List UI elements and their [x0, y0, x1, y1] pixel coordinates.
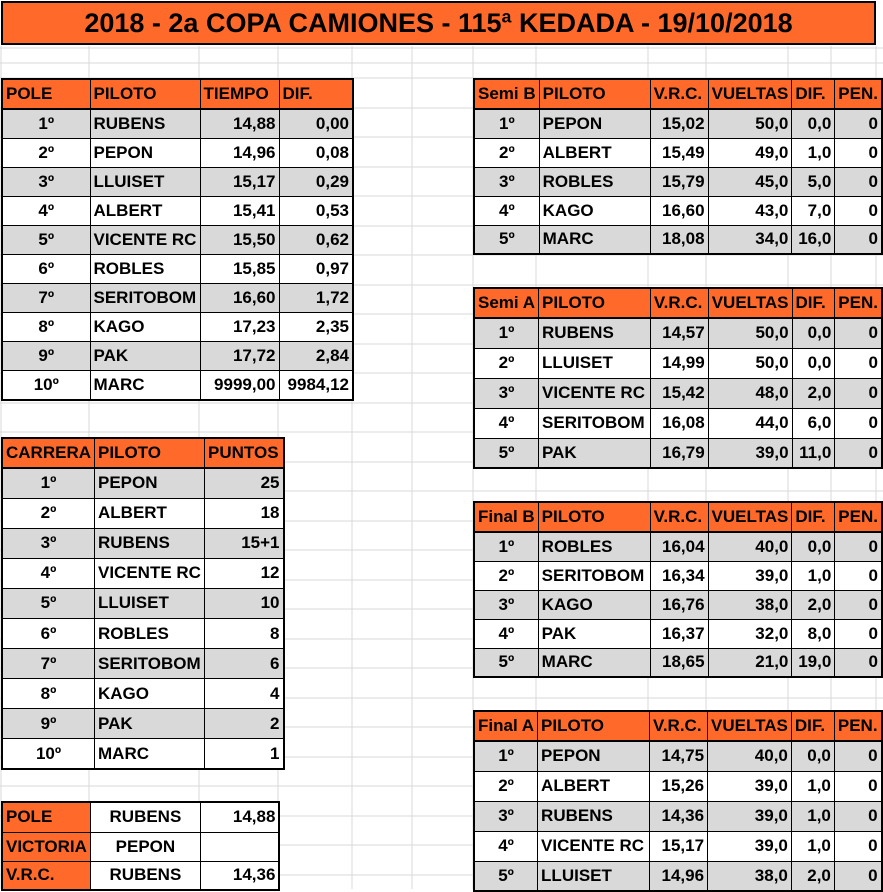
table-row: [2, 371, 353, 400]
table-row: [2, 313, 353, 342]
table-cell: 8º: [2, 313, 90, 342]
table-cell: 0,0: [792, 109, 835, 138]
table-cell: RUBENS: [90, 109, 200, 138]
table-cell: 6: [205, 649, 284, 679]
table-cell: 2º: [474, 348, 539, 378]
table-cell: 1º: [474, 532, 538, 561]
table-row: [474, 741, 882, 771]
table-row: [2, 649, 284, 679]
table-row: [474, 408, 882, 438]
table-row: [2, 709, 284, 739]
table-row: [2, 558, 284, 588]
table-cell: 39,0: [708, 438, 792, 468]
table-cell: 0,00: [279, 109, 353, 138]
table-cell: 0,0: [792, 318, 835, 348]
semi-b-table: [473, 78, 883, 255]
table-cell: 1,0: [792, 138, 835, 167]
table-cell: 0,29: [279, 167, 353, 196]
table-cell: LLUISET: [95, 588, 205, 618]
table-cell: 2º: [2, 138, 90, 167]
table-cell: 50,0: [708, 109, 792, 138]
table-cell: 4º: [474, 831, 538, 861]
table-cell: 32,0: [708, 619, 792, 648]
table-cell: 18,08: [650, 225, 708, 254]
table-row: [474, 138, 882, 167]
table-cell: PAK: [90, 342, 200, 371]
table-cell: 44,0: [708, 408, 792, 438]
table-cell: PEPON: [95, 468, 205, 498]
table-cell: 4: [205, 679, 284, 709]
table-cell: 5º: [474, 861, 538, 891]
column-header: PEN.: [834, 711, 881, 741]
table-cell: 2º: [474, 561, 538, 590]
table-cell: SERITOBOM: [90, 284, 200, 313]
table-cell: 2,0: [791, 861, 834, 891]
table-cell: PAK: [538, 619, 650, 648]
table-cell: 0: [835, 532, 882, 561]
column-header: VUELTAS: [708, 79, 792, 109]
column-header: DIF.: [792, 288, 835, 318]
table-cell: 0,08: [279, 138, 353, 167]
column-header: POLE: [2, 79, 90, 109]
table-cell: 16,08: [650, 408, 708, 438]
table-cell: 9999,00: [200, 371, 279, 400]
table-cell: 0: [835, 408, 882, 438]
table-row: [474, 771, 882, 801]
table-cell: 1º: [2, 109, 90, 138]
table-cell: 15,41: [200, 196, 279, 225]
column-header: VUELTAS: [708, 288, 792, 318]
table-cell: ALBERT: [538, 771, 650, 801]
table-cell: 15,50: [200, 225, 279, 254]
table-cell: 4º: [474, 196, 539, 225]
table-cell: 9º: [2, 709, 95, 739]
table-cell: 40,0: [708, 532, 792, 561]
column-header: DIF.: [792, 502, 835, 532]
table-cell: 0: [835, 109, 882, 138]
summary-label-victoria: VICTORIA: [2, 832, 90, 861]
semi-a-table: [473, 287, 883, 469]
table-cell: 48,0: [708, 378, 792, 408]
table-row: [474, 831, 882, 861]
table-cell: 8º: [2, 679, 95, 709]
pole-table: [1, 78, 354, 401]
column-header: PUNTOS: [205, 438, 284, 468]
column-header: VUELTAS: [708, 502, 792, 532]
table-cell: PEPON: [539, 109, 650, 138]
table-cell: 18: [205, 498, 284, 528]
table-cell: LLUISET: [538, 861, 650, 891]
column-header: V.R.C.: [650, 502, 708, 532]
table-cell: 5,0: [792, 167, 835, 196]
column-header: Semi B: [474, 79, 539, 109]
summary-label-vrc: V.R.C.: [2, 861, 90, 890]
table-cell: 1: [205, 739, 284, 769]
table-cell: 4º: [474, 408, 539, 438]
table-row: [2, 498, 284, 528]
table-cell: 15,79: [650, 167, 708, 196]
column-header: PILOTO: [539, 288, 651, 318]
table-cell: 4º: [2, 196, 90, 225]
table-row: [2, 468, 284, 498]
table-cell: 0: [834, 861, 881, 891]
table-row: [474, 590, 882, 619]
table-cell: 14,75: [650, 741, 708, 771]
table-row: [474, 861, 882, 891]
table-cell: 15,17: [650, 831, 708, 861]
column-header: DIF.: [792, 79, 835, 109]
column-header: PILOTO: [95, 438, 205, 468]
table-row: [2, 679, 284, 709]
table-cell: SERITOBOM: [539, 408, 651, 438]
table-cell: RUBENS: [95, 528, 205, 558]
table-header-row: [2, 438, 284, 468]
table-cell: 49,0: [708, 138, 792, 167]
table-cell: LLUISET: [539, 348, 651, 378]
table-cell: ROBLES: [90, 254, 200, 283]
table-row: [2, 618, 284, 648]
table-cell: 15,17: [200, 167, 279, 196]
table-cell: 3º: [474, 801, 538, 831]
column-header: PILOTO: [538, 711, 650, 741]
table-cell: 14,57: [650, 318, 708, 348]
table-cell: 0: [834, 801, 881, 831]
column-header: DIF.: [791, 711, 834, 741]
table-cell: 8: [205, 618, 284, 648]
table-cell: 0: [835, 648, 882, 677]
table-cell: 5º: [474, 438, 539, 468]
table-cell: VICENTE RC: [539, 378, 651, 408]
column-header: V.R.C.: [650, 711, 708, 741]
column-header: PEN.: [835, 79, 882, 109]
table-row: [2, 342, 353, 371]
table-cell: MARC: [90, 371, 200, 400]
column-header: PILOTO: [539, 79, 650, 109]
table-cell: 7º: [2, 284, 90, 313]
summary-pilot-vrc: RUBENS: [90, 861, 200, 890]
table-cell: 39,0: [708, 831, 792, 861]
table-row: [474, 561, 882, 590]
table-cell: 0: [834, 831, 881, 861]
table-cell: 7º: [2, 649, 95, 679]
table-row: [474, 348, 882, 378]
table-cell: PAK: [539, 438, 651, 468]
table-cell: 0: [835, 561, 882, 590]
table-cell: SERITOBOM: [538, 561, 650, 590]
table-cell: 5º: [474, 225, 539, 254]
table-cell: RUBENS: [539, 318, 651, 348]
table-cell: 3º: [474, 167, 539, 196]
column-header: CARRERA: [2, 438, 95, 468]
table-cell: 1º: [2, 468, 95, 498]
table-cell: 2,0: [792, 378, 835, 408]
table-cell: 15,85: [200, 254, 279, 283]
column-header: V.R.C.: [650, 288, 708, 318]
table-cell: 1,72: [279, 284, 353, 313]
table-cell: 1,0: [791, 801, 834, 831]
table-cell: VICENTE RC: [95, 558, 205, 588]
column-header: Semi A: [474, 288, 539, 318]
table-cell: 14,99: [650, 348, 708, 378]
table-cell: 16,04: [650, 532, 708, 561]
table-cell: 4º: [474, 619, 538, 648]
table-header-row: [2, 79, 353, 109]
table-cell: 19,0: [792, 648, 835, 677]
table-cell: 17,72: [200, 342, 279, 371]
table-cell: 14,36: [650, 801, 708, 831]
column-header: PEN.: [835, 288, 882, 318]
summary-table: [1, 801, 280, 891]
table-row: [2, 167, 353, 196]
table-cell: 5º: [2, 225, 90, 254]
table-cell: 16,60: [650, 196, 708, 225]
table-cell: 50,0: [708, 348, 792, 378]
table-cell: 39,0: [708, 771, 792, 801]
table-cell: 15,49: [650, 138, 708, 167]
table-cell: 3º: [2, 528, 95, 558]
table-cell: VICENTE RC: [538, 831, 650, 861]
table-cell: 16,60: [200, 284, 279, 313]
table-cell: 14,88: [200, 109, 279, 138]
table-cell: 3º: [2, 167, 90, 196]
page-title: 2018 - 2a COPA CAMIONES - 115ª KEDADA - 19/10/2018: [1, 1, 876, 45]
summary-value-pole: 14,88: [200, 802, 279, 832]
table-cell: ALBERT: [95, 498, 205, 528]
table-cell: 0: [835, 318, 882, 348]
summary-label-pole: POLE: [2, 802, 90, 832]
table-cell: PEPON: [538, 741, 650, 771]
table-row: [2, 196, 353, 225]
table-cell: 0: [835, 348, 882, 378]
carrera-table: [1, 437, 285, 770]
column-header: PILOTO: [90, 79, 200, 109]
table-cell: SERITOBOM: [95, 649, 205, 679]
table-cell: 1º: [474, 741, 538, 771]
table-cell: ROBLES: [95, 618, 205, 648]
table-row: [474, 109, 882, 138]
table-header-row: [474, 711, 882, 741]
summary-value-victoria: [200, 832, 279, 861]
table-cell: 0,0: [792, 532, 835, 561]
table-cell: 9984,12: [279, 371, 353, 400]
table-cell: 4º: [2, 558, 95, 588]
table-cell: 0: [835, 590, 882, 619]
table-cell: 5º: [2, 588, 95, 618]
table-cell: 9º: [2, 342, 90, 371]
table-cell: 0: [835, 196, 882, 225]
table-cell: 0,0: [791, 741, 834, 771]
table-row: [474, 438, 882, 468]
table-cell: 15,02: [650, 109, 708, 138]
table-cell: PEPON: [90, 138, 200, 167]
table-cell: 17,23: [200, 313, 279, 342]
table-cell: 1,0: [791, 831, 834, 861]
table-cell: 16,79: [650, 438, 708, 468]
table-cell: 43,0: [708, 196, 792, 225]
table-cell: ROBLES: [538, 532, 650, 561]
table-cell: 1º: [474, 318, 539, 348]
table-row: [2, 284, 353, 313]
summary-pilot-pole: RUBENS: [90, 802, 200, 832]
table-row: [2, 739, 284, 769]
table-cell: 16,37: [650, 619, 708, 648]
table-cell: 14,96: [650, 861, 708, 891]
table-cell: 40,0: [708, 741, 792, 771]
column-header: Final A: [474, 711, 538, 741]
table-cell: MARC: [539, 225, 650, 254]
table-cell: 15+1: [205, 528, 284, 558]
table-cell: 18,65: [650, 648, 708, 677]
table-cell: 8,0: [792, 619, 835, 648]
table-cell: 3º: [474, 378, 539, 408]
table-cell: MARC: [95, 739, 205, 769]
table-row: [2, 254, 353, 283]
table-header-row: [474, 288, 882, 318]
table-cell: 10º: [2, 739, 95, 769]
final-a-table: [473, 710, 883, 892]
table-cell: 0,97: [279, 254, 353, 283]
table-cell: KAGO: [90, 313, 200, 342]
table-cell: 34,0: [708, 225, 792, 254]
table-cell: 2,35: [279, 313, 353, 342]
table-cell: VICENTE RC: [90, 225, 200, 254]
table-row: [474, 318, 882, 348]
table-cell: ALBERT: [539, 138, 650, 167]
table-cell: KAGO: [538, 590, 650, 619]
table-cell: 6º: [2, 254, 90, 283]
table-cell: PAK: [95, 709, 205, 739]
table-cell: 0: [834, 771, 881, 801]
table-cell: 10: [205, 588, 284, 618]
table-cell: 10º: [2, 371, 90, 400]
table-cell: 1,0: [791, 771, 834, 801]
table-row: [2, 588, 284, 618]
table-row: [2, 109, 353, 138]
table-cell: 5º: [474, 648, 538, 677]
summary-value-vrc: 14,36: [200, 861, 279, 890]
table-cell: 1,0: [792, 561, 835, 590]
column-header: Final B: [474, 502, 538, 532]
column-header: DIF.: [279, 79, 353, 109]
table-cell: 16,76: [650, 590, 708, 619]
table-cell: 2,84: [279, 342, 353, 371]
table-cell: 0: [835, 619, 882, 648]
table-cell: 14,96: [200, 138, 279, 167]
table-cell: 2,0: [792, 590, 835, 619]
table-cell: 25: [205, 468, 284, 498]
table-cell: 2º: [2, 498, 95, 528]
table-cell: 0: [835, 138, 882, 167]
table-cell: 6,0: [792, 408, 835, 438]
table-cell: 38,0: [708, 590, 792, 619]
table-cell: 39,0: [708, 561, 792, 590]
table-cell: 2º: [474, 138, 539, 167]
table-row: [474, 801, 882, 831]
table-cell: KAGO: [539, 196, 650, 225]
table-row: [474, 378, 882, 408]
table-header-row: [474, 79, 882, 109]
table-cell: 0: [835, 438, 882, 468]
table-cell: 0: [834, 741, 881, 771]
table-cell: RUBENS: [538, 801, 650, 831]
table-cell: 6º: [2, 618, 95, 648]
table-cell: 3º: [474, 590, 538, 619]
column-header: V.R.C.: [650, 79, 708, 109]
column-header: PEN.: [835, 502, 882, 532]
table-cell: 0: [835, 167, 882, 196]
table-row: [474, 225, 882, 254]
table-cell: 0,62: [279, 225, 353, 254]
table-cell: 39,0: [708, 801, 792, 831]
table-row: [2, 138, 353, 167]
table-cell: 16,34: [650, 561, 708, 590]
table-cell: 0,53: [279, 196, 353, 225]
table-cell: 16,0: [792, 225, 835, 254]
table-row: [474, 619, 882, 648]
table-cell: 15,42: [650, 378, 708, 408]
table-row: [474, 532, 882, 561]
table-cell: 2: [205, 709, 284, 739]
table-row: [474, 167, 882, 196]
table-cell: 45,0: [708, 167, 792, 196]
table-cell: 11,0: [792, 438, 835, 468]
table-cell: 21,0: [708, 648, 792, 677]
summary-pilot-victoria: PEPON: [90, 832, 200, 861]
table-cell: 0: [835, 225, 882, 254]
table-cell: 38,0: [708, 861, 792, 891]
column-header: PILOTO: [538, 502, 650, 532]
table-cell: 0: [835, 378, 882, 408]
table-cell: 15,26: [650, 771, 708, 801]
table-row: [2, 225, 353, 254]
table-row: [474, 196, 882, 225]
table-cell: 50,0: [708, 318, 792, 348]
column-header: VUELTAS: [708, 711, 792, 741]
table-cell: 0,0: [792, 348, 835, 378]
table-cell: 7,0: [792, 196, 835, 225]
table-header-row: [474, 502, 882, 532]
table-cell: MARC: [538, 648, 650, 677]
column-header: TIEMPO: [200, 79, 279, 109]
table-cell: ROBLES: [539, 167, 650, 196]
table-cell: 1º: [474, 109, 539, 138]
table-cell: KAGO: [95, 679, 205, 709]
final-b-table: [473, 501, 883, 678]
table-row: [2, 528, 284, 558]
table-cell: LLUISET: [90, 167, 200, 196]
table-cell: 12: [205, 558, 284, 588]
table-cell: 2º: [474, 771, 538, 801]
table-row: [474, 648, 882, 677]
table-cell: ALBERT: [90, 196, 200, 225]
